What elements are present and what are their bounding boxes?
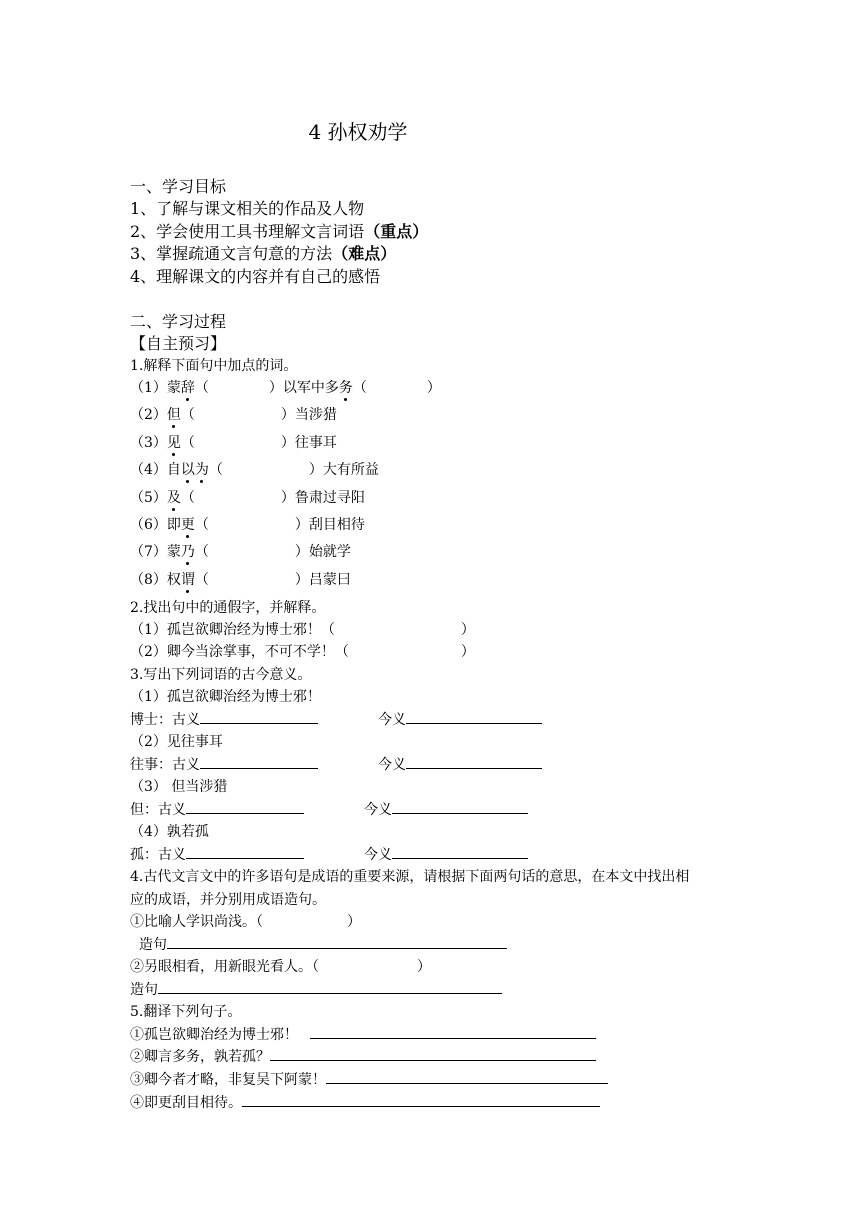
- q1-item-4: （4）自以为（ ）大有所益: [130, 462, 379, 478]
- q4-item-a-sentence: 造句: [130, 934, 507, 954]
- q1-item-2: （2）但（ ）当涉猎: [130, 407, 337, 423]
- q2-item-2: （2）卿今当涂掌事，不可不学！（ ）: [130, 644, 475, 660]
- q2-prompt: 2.找出句中的通假字，并解释。: [130, 600, 326, 616]
- self-preview-heading: 【自主预习】: [130, 334, 227, 353]
- q2-item-1: （1）孤岂欲卿治经为博士邪！（ ）: [130, 622, 475, 638]
- goal-1: 1、了解与课文相关的作品及人物: [130, 199, 365, 218]
- goal-3: 3、掌握疏通文言句意的方法（难点）: [130, 244, 397, 263]
- q5-item-1: ①孤岂欲卿治经为博士邪！: [130, 1024, 596, 1044]
- q3-item-1-meanings: 博士：古义 今义: [130, 709, 542, 729]
- q4-item-b: ②另眼相看，用新眼光看人。（ ）: [130, 959, 431, 975]
- q1-prompt: 1.解释下面句中加点的词。: [130, 358, 298, 374]
- q3-prompt: 3.写出下列词语的古今意义。: [130, 667, 312, 683]
- q4-prompt-line2: 应的成语，并分别用成语造句。: [130, 892, 326, 908]
- goal-4: 4、理解课文的内容并有自己的感悟: [130, 267, 381, 286]
- q4-item-b-sentence: 造句: [130, 979, 502, 999]
- q1-item-8: （8）权谓（ ）吕蒙曰: [130, 572, 351, 588]
- q5-item-2: ②卿言多务，孰若孤？: [130, 1046, 596, 1066]
- difficult-point-tag: （难点）: [332, 244, 397, 263]
- q3-item-1-sentence: （1）孤岂欲卿治经为博士邪！: [130, 689, 321, 705]
- q5-prompt: 5.翻译下列句子。: [130, 1004, 242, 1020]
- key-point-tag: （重点）: [364, 222, 429, 241]
- q5-item-4: ④即更刮目相待。: [130, 1092, 600, 1112]
- q3-item-4-meanings: 孤：古义 今义: [130, 844, 528, 864]
- q3-item-3-meanings: 但：古义 今义: [130, 799, 528, 819]
- q1-item-5: （5）及（ ）鲁肃过寻阳: [130, 490, 365, 506]
- section-heading-process: 二、学习过程: [130, 312, 227, 331]
- q3-item-2-meanings: 往事：古义 今义: [130, 754, 542, 774]
- q4-item-a: ①比喻人学识尚浅。（ ）: [130, 914, 361, 930]
- q3-item-3-sentence: （3） 但当涉猎: [130, 779, 228, 795]
- goal-2: 2、学会使用工具书理解文言词语（重点）: [130, 222, 429, 241]
- page-title: 4 孙权劝学: [308, 120, 408, 144]
- q5-item-3: ③卿今者才略，非复吴下阿蒙！: [130, 1069, 608, 1089]
- q1-item-1: （1）蒙辞（ ）以军中多务（ ）: [130, 380, 441, 396]
- q3-item-2-sentence: （2）见往事耳: [130, 734, 223, 750]
- q1-item-3: （3）见（ ）往事耳: [130, 435, 337, 451]
- q1-item-6: （6）即更（ ）刮目相待: [130, 517, 365, 533]
- section-heading-goals: 一、学习目标: [130, 177, 227, 196]
- q1-item-7: （7）蒙乃（ ）始就学: [130, 544, 351, 560]
- q4-prompt-line1: 4.古代文言文中的许多语句是成语的重要来源，请根据下面两句话的意思，在本文中找出相: [130, 869, 690, 885]
- q3-item-4-sentence: （4）孰若孤: [130, 824, 209, 840]
